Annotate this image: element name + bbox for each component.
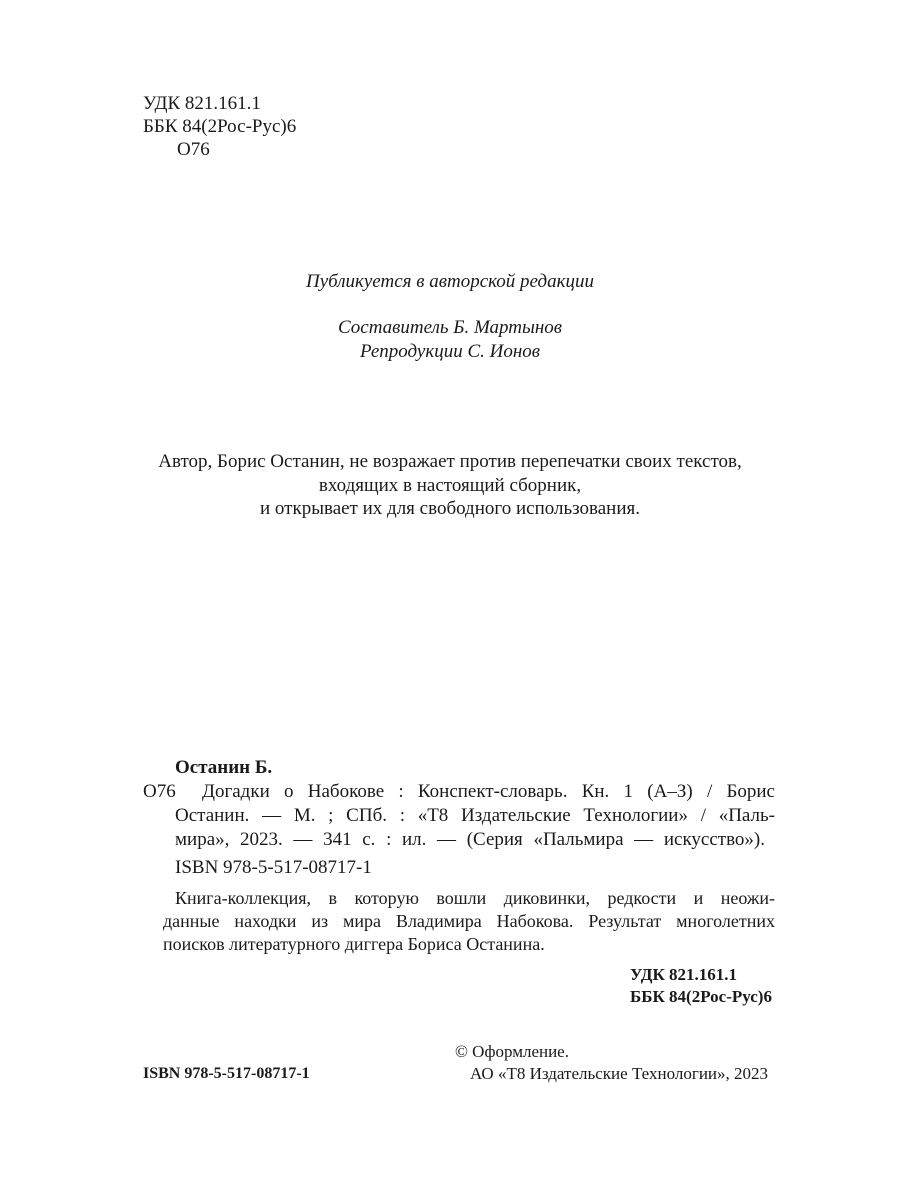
footer-isbn: ISBN 978-5-517-08717-1 xyxy=(143,1065,310,1082)
udk-code: УДК 821.161.1 xyxy=(143,93,261,114)
card-annotation-line: поисков литературного диггера Бориса Останина. xyxy=(163,934,545,954)
copyright-line: АО «Т8 Издательские Технологии», 2023 xyxy=(470,1064,769,1083)
bbk-code: ББК 84(2Рос-Рус)6 xyxy=(143,116,297,137)
card-description-line: Догадки о Набокове : Конспект-словарь. Кн. 1 (А–З) / Борис xyxy=(202,781,775,802)
card-description-line: Останин. — М. ; СПб. : «Т8 Издательские Технологии» / «Паль- xyxy=(175,805,775,826)
card-bbk: ББК 84(2Рос-Рус)6 xyxy=(630,987,772,1006)
editorial-note: Публикуется в авторской редакции xyxy=(305,271,595,292)
card-udk: УДК 821.161.1 xyxy=(630,965,738,984)
card-sign: О76 xyxy=(143,781,176,802)
author-sign: О76 xyxy=(177,139,210,160)
reproductions: Репродукции С. Ионов xyxy=(359,341,541,362)
rights-notice-line: и открывает их для свободного использования. xyxy=(260,498,640,519)
rights-notice-line: Автор, Борис Останин, не возражает против перепечатки своих текстов, xyxy=(158,451,742,472)
rights-notice-line: входящих в настоящий сборник, xyxy=(318,475,582,496)
card-annotation-line: данные находки из мира Владимира Набокова. Результат многолетних xyxy=(163,911,775,931)
copyright-line: © Оформление. xyxy=(455,1042,569,1061)
card-annotation-line: Книга-коллекция, в которую вошли диковинки, редкости и неожи- xyxy=(175,888,775,908)
card-description-line: мира», 2023. — 341 с. : ил. — (Серия «Пальмира — искусство»). xyxy=(175,829,765,850)
card-author-heading: Останин Б. xyxy=(175,757,273,778)
compiler: Составитель Б. Мартынов xyxy=(337,317,563,338)
card-isbn: ISBN 978-5-517-08717-1 xyxy=(175,857,372,878)
